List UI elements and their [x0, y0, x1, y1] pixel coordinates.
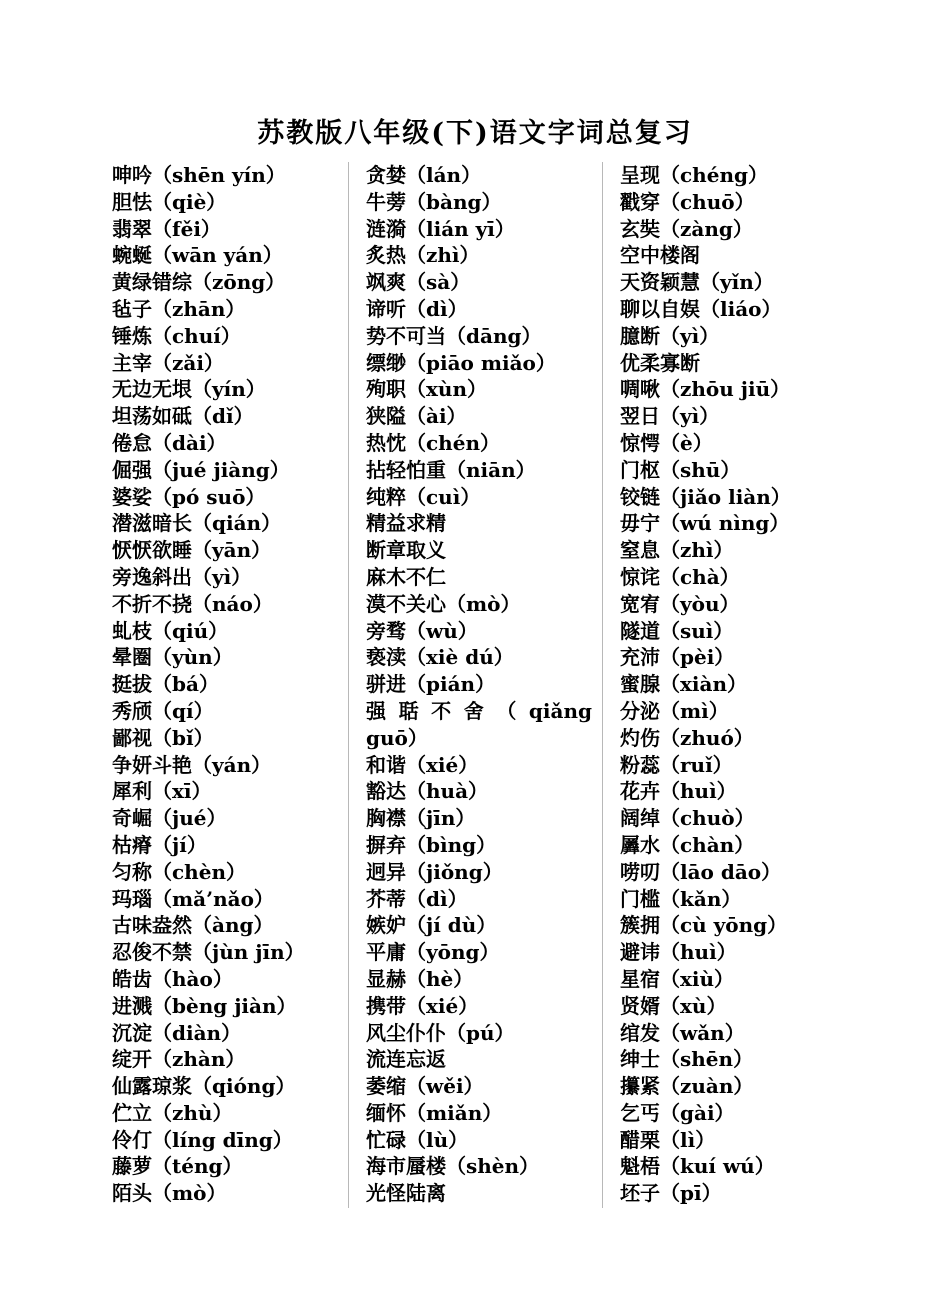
- vocab-entry: 鄙视（bǐ）: [112, 725, 214, 750]
- vocab-entry: 殉职（xùn）: [366, 377, 488, 402]
- vocab-entry: 精益求精: [366, 511, 446, 536]
- vocab-column-2: [366, 162, 592, 1207]
- vocab-entry: 灼伤（zhuó）: [620, 725, 754, 750]
- vocab-entry: 呈现（chéng）: [620, 163, 768, 187]
- vocab-entry: 蜜腺（xiàn）: [620, 672, 748, 697]
- vocab-entry: 臆断（yì）: [620, 323, 720, 348]
- vocab-entry: 翌日（yì）: [620, 404, 720, 429]
- vocab-entry: 争妍斗艳（yán）: [112, 752, 272, 777]
- vocab-entry: 不折不挠（náo）: [112, 591, 273, 616]
- vocab-entry: 风尘仆仆（pú）: [366, 1020, 515, 1045]
- vocab-entry: 锤炼（chuí）: [112, 323, 241, 348]
- vocab-entry: 和谐（xié）: [366, 752, 479, 777]
- vocab-entry: 玛瑙（mǎ’nǎo）: [112, 886, 274, 911]
- vocab-entry: 忙碌（lù）: [366, 1127, 469, 1152]
- vocab-entry: 犀利（xī）: [112, 779, 212, 804]
- vocab-entry: 门枢（shū）: [620, 457, 741, 482]
- vocab-column-1: [112, 162, 348, 1207]
- vocab-entry: 黄绿错综（zōng）: [112, 270, 286, 295]
- vocab-entry: 伫立（zhù）: [112, 1100, 233, 1125]
- vocab-entry: 无边无垠（yín）: [112, 377, 266, 402]
- vocab-entry: 麻木不仁: [366, 564, 446, 589]
- vocab-entry: 宽宥（yòu）: [620, 591, 740, 616]
- vocab-entry: 缥缈（piāo miǎo）: [366, 350, 556, 375]
- vocab-entry: 流连忘返: [366, 1047, 446, 1072]
- vocab-entry: 仙露琼浆（qióng）: [112, 1074, 296, 1099]
- vocab-entry: 羼水（chàn）: [620, 832, 755, 857]
- vocab-entry: 绾发（wǎn）: [620, 1020, 745, 1045]
- vocab-entry: 醋栗（lì）: [620, 1127, 716, 1152]
- vocab-entry: 旁逸斜出（yì）: [112, 564, 252, 589]
- vocab-entry: 胸襟（jīn）: [366, 806, 476, 831]
- vocab-entry: 贤婿（xù）: [620, 993, 727, 1018]
- vocab-entry: 飒爽（sà）: [366, 270, 471, 295]
- vocab-entry: 狭隘（ài）: [366, 404, 467, 429]
- vocab-entry: 唠叨（lāo dāo）: [620, 859, 782, 884]
- vocab-entry: 挺拔（bá）: [112, 672, 219, 697]
- vocab-entry: 枯瘠（jí）: [112, 832, 207, 857]
- vocab-entry: 纯粹（cuì）: [366, 484, 481, 509]
- vocab-entry: 避讳（huì）: [620, 940, 737, 965]
- vocab-entry: 玄奘（zàng）: [620, 216, 753, 241]
- vocab-entry: 虬枝（qiú）: [112, 618, 229, 643]
- vocab-entry: 分泌（mì）: [620, 698, 729, 723]
- vocab-entry: 光怪陆离: [366, 1181, 446, 1206]
- column-divider-2: [602, 162, 603, 1208]
- vocab-entry: 花卉（huì）: [620, 779, 737, 804]
- vocab-entry: 绅士（shēn）: [620, 1047, 754, 1072]
- vocab-column-3: [620, 162, 856, 1207]
- vocab-entry: 聊以自娱（liáo）: [620, 296, 782, 321]
- vocab-entry: 骈进（pián）: [366, 672, 496, 697]
- vocab-entry: 携带（xié）: [366, 993, 479, 1018]
- vocab-entry: 迥异（jiǒng）: [366, 859, 503, 884]
- vocab-entry: 绽开（zhàn）: [112, 1047, 246, 1072]
- vocab-entry: 胆怯（qiè）: [112, 189, 227, 214]
- vocab-entry: 坯子（pī）: [620, 1181, 722, 1206]
- vocab-entry: 热忱（chén）: [366, 430, 500, 455]
- vocab-entry: 恹恹欲睡（yān）: [112, 538, 272, 563]
- vocab-entry: 亵渎（xiè dú）: [366, 645, 514, 670]
- vocab-entry: 粉蕊（ruǐ）: [620, 752, 733, 777]
- vocab-entry: 毡子（zhān）: [112, 296, 246, 321]
- vocab-entry: 豁达（huà）: [366, 779, 489, 804]
- vocab-entry: 断章取义: [366, 538, 446, 563]
- vocab-entry: 晕圈（yùn）: [112, 645, 233, 670]
- vocab-entry: 戳穿（chuō）: [620, 189, 755, 214]
- vocab-entry: 海市蜃楼（shèn）: [366, 1154, 540, 1179]
- vocab-entry: 旁骛（wù）: [366, 618, 478, 643]
- vocab-entry: 阔绰（chuò）: [620, 806, 755, 831]
- vocab-entry: 忍俊不禁（jùn jīn）: [112, 940, 305, 965]
- vocab-entry: 倦怠（dài）: [112, 430, 227, 455]
- vocab-entry: 芥蒂（dì）: [366, 886, 468, 911]
- column-divider-1: [348, 162, 349, 1208]
- vocab-entry: 萎缩（wěi）: [366, 1074, 484, 1099]
- vocab-entry: 惊愕（è）: [620, 430, 713, 455]
- vocab-entry: 秀颀（qí）: [112, 698, 214, 723]
- vocab-entry: 摒弃（bìng）: [366, 832, 497, 857]
- vocab-entry: 涟漪（lián yī）: [366, 216, 515, 241]
- vocab-entry: 潜滋暗长（qián）: [112, 511, 282, 536]
- vocab-entry: 势不可当（dāng）: [366, 323, 542, 348]
- vocab-entry: 伶仃（líng dīng）: [112, 1127, 293, 1152]
- vocab-entry: 魁梧（kuí wú）: [620, 1154, 775, 1179]
- vocab-entry: 蜿蜒（wān yán）: [112, 243, 283, 268]
- vocab-entry: 藤萝（téng）: [112, 1154, 243, 1179]
- vocab-entry: 陌头（mò）: [112, 1181, 227, 1206]
- vocab-entry: 漠不关心（mò）: [366, 591, 521, 616]
- vocab-entry: 沉淀（diàn）: [112, 1020, 242, 1045]
- vocab-entry: 隧道（suì）: [620, 618, 734, 643]
- vocab-entry: 匀称（chèn）: [112, 859, 246, 884]
- vocab-entry: 优柔寡断: [620, 350, 700, 375]
- vocab-entry: 平庸（yōng）: [366, 940, 500, 965]
- vocab-entry: 贪婪（lán）: [366, 163, 482, 187]
- vocab-entry: 显赫（hè）: [366, 966, 474, 991]
- vocab-entry: 天资颖慧（yǐn）: [620, 270, 774, 295]
- vocab-entry: 簇拥（cù yōng）: [620, 913, 788, 938]
- vocab-entry: 门槛（kǎn）: [620, 886, 742, 911]
- vocab-entry: 古味盎然（àng）: [112, 913, 274, 938]
- vocab-entry: 呻吟（shēn yín）: [112, 163, 286, 187]
- vocab-entry: 坦荡如砥（dǐ）: [112, 404, 254, 429]
- vocab-entry: 拈轻怕重（niān）: [366, 457, 536, 482]
- vocab-entry: 主宰（zǎi）: [112, 350, 224, 375]
- vocab-entry: 星宿（xiù）: [620, 966, 735, 991]
- vocab-entry: 攥紧（zuàn）: [620, 1074, 754, 1099]
- vocab-entry: 谛听（dì）: [366, 296, 468, 321]
- vocab-entry: 倔强（jué jiàng）: [112, 457, 290, 482]
- vocab-entry: 婆娑（pó suō）: [112, 484, 266, 509]
- vocab-entry: 进溅（bèng jiàn）: [112, 993, 297, 1018]
- vocab-entry: 空中楼阁: [620, 243, 700, 268]
- vocab-entry: 翡翠（fěi）: [112, 216, 221, 241]
- vocab-entry: 嫉妒（jí dù）: [366, 913, 497, 938]
- vocab-entry: 铰链（jiǎo liàn）: [620, 484, 791, 509]
- vocab-entry: 窒息（zhì）: [620, 538, 734, 563]
- vocab-entry: 缅怀（miǎn）: [366, 1100, 503, 1125]
- vocab-entry: 炙热（zhì）: [366, 243, 480, 268]
- vocab-entry: 牛蒡（bàng）: [366, 189, 502, 214]
- vocab-entry: 充沛（pèi）: [620, 645, 735, 670]
- vocab-entry: 奇崛（jué）: [112, 806, 227, 831]
- vocab-entry: 惊诧（chà）: [620, 564, 740, 589]
- vocab-entry: 啁啾（zhōu jiū）: [620, 377, 791, 402]
- vocab-entry: 强 聒 不 舍 （ qiǎng guō）: [366, 698, 592, 750]
- vocab-entry: 毋宁（wú nìng）: [620, 511, 790, 536]
- vocab-entry: 皓齿（hào）: [112, 966, 233, 991]
- vocab-entry: 乞丐（gài）: [620, 1100, 735, 1125]
- document-title: 苏教版八年级(下)语文字词总复习: [257, 118, 693, 149]
